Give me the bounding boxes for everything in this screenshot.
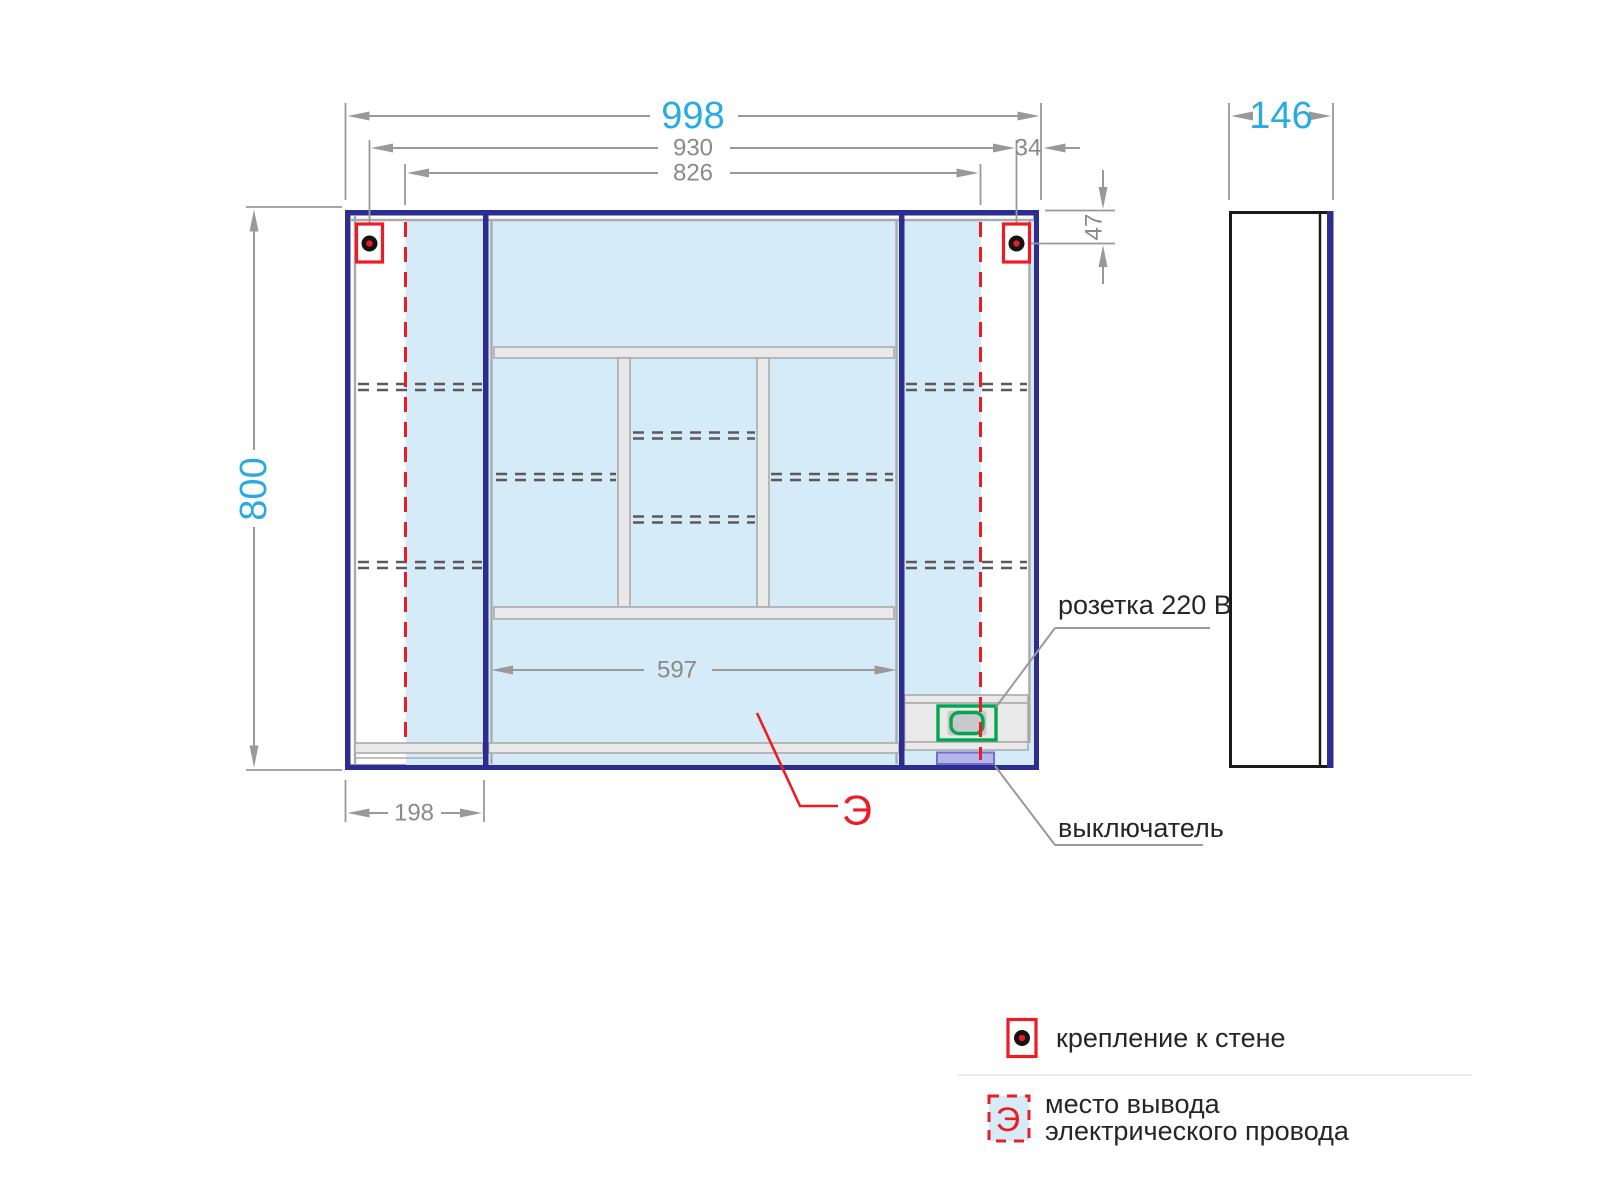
dim-total-width-value: 998 <box>661 95 725 137</box>
socket-label: розетка 220 В <box>1058 590 1232 620</box>
dim-mount-top-offset-value: 47 <box>1080 213 1108 241</box>
left-door-mirror-panel <box>406 221 483 765</box>
front-view <box>345 210 1039 770</box>
dim-left-door-width-value: 198 <box>393 799 435 827</box>
dim-mount-spacing-value: 930 <box>672 134 714 162</box>
legend <box>958 1020 1472 1147</box>
side-view-body <box>1231 213 1332 767</box>
dim-total-height-value: 800 <box>233 457 275 521</box>
dim-mount-right-offset-value: 34 <box>1014 134 1042 162</box>
dim-left-door-width <box>346 780 485 827</box>
legend-wire-exit-label-line2: электрического провода <box>1045 1116 1349 1146</box>
legend-wall-mount-label: крепление к стене <box>1056 1023 1286 1053</box>
mount-icon-right <box>1004 224 1030 262</box>
switch-label: выключатель <box>1058 813 1224 843</box>
switch-callout <box>995 766 1224 845</box>
right-side-panel <box>981 221 1028 743</box>
legend-wire-exit-label-line1: место вывода <box>1045 1089 1220 1119</box>
dim-mount-right-offset <box>1015 135 1080 162</box>
switch-icon <box>937 753 994 765</box>
side-view <box>1229 95 1334 768</box>
legend-wire-exit-symbol: Э <box>995 1101 1021 1139</box>
legend-wire-exit-item <box>989 1089 1350 1146</box>
side-view-mirror-door <box>1327 211 1334 768</box>
door-divider-right <box>899 215 905 765</box>
mount-icon-left <box>357 224 383 262</box>
dim-center-section-width-value: 597 <box>656 656 698 684</box>
legend-wall-mount-item <box>1008 1020 1286 1057</box>
dim-total-height <box>233 207 342 770</box>
electric-mark: Э <box>841 786 873 834</box>
dim-depth-value: 146 <box>1249 95 1313 137</box>
door-divider-left <box>483 215 489 765</box>
dim-wire-exit-spacing <box>405 160 981 206</box>
dim-wire-exit-spacing-value: 826 <box>672 159 714 187</box>
dim-mount-top-offset <box>1026 170 1115 284</box>
dim-depth <box>1229 95 1333 200</box>
